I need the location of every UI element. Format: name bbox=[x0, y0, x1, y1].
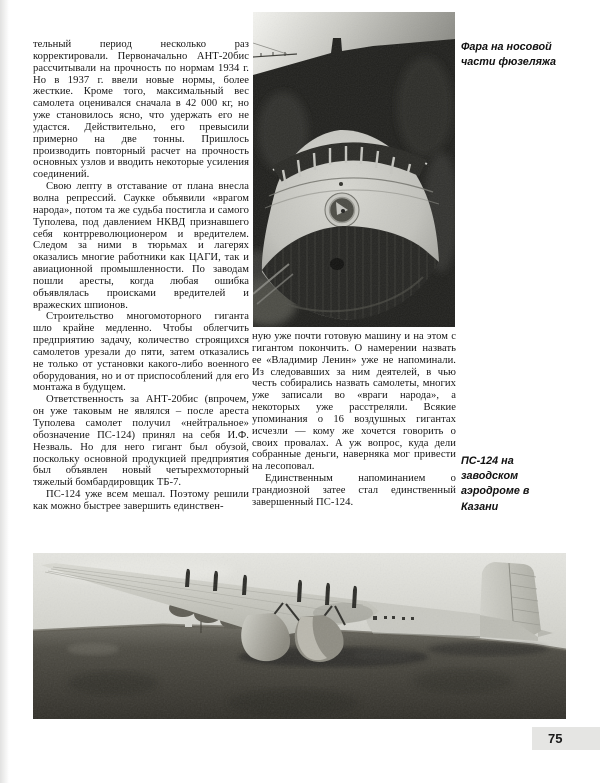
page-number: 75 bbox=[548, 731, 563, 746]
paragraph: Единственным напоминанием о грандиозной затее стал единственный завершенный ПС-124. bbox=[252, 473, 456, 508]
page-number-box bbox=[532, 727, 600, 750]
left-text-column bbox=[33, 39, 249, 513]
photo-ps124-airfield bbox=[33, 553, 566, 719]
paragraph: тельный период несколько раз корректировали. Первоначально АНТ-20бис рассчитывали на прочность по нормам 1934 г. Но в 1937 г. ввели новые нормы, более жесткие. Кроме того, максимальный вес самолета оценивался сначала в 42 000 кг, но уже становилось ясно, что удержать его не удастся. Действительно, его превысили примерно на две тонны. Пришлось производить повторный расчет на прочность основных узлов и вводить некоторые усиления соединений. bbox=[33, 39, 249, 181]
paragraph: Свою лепту в отставание от плана внесла волна репрессий. Саукке объявили «врагом народа», потом та же судьба постигла и самого Туполева, под давлением НКВД признавшего себя контрреволюционером и вредителем. Следом за ними в тюрьмах и лагерях оказались многие работники как ЦАГИ, так и авиационной промышленности. По заводам пошли аресты, когда любая ошибка объявлялась происками вредителей и вражеских шпионов. bbox=[33, 181, 249, 311]
photo-nose-headlight bbox=[253, 12, 455, 327]
paragraph: ную уже почти готовую машину и на этом с гигантом покончить. О намерении назвать ее «Владимир Ленин» уже не напоминали. Из следовавших за ним деятелей, в чью честь собирались назвать самолеты, многих уже записали во «враги народа», а некоторых уже расстреляли. Всякие упоминания о 16 воздушных гигантах исчезли — кому же хочется говорить о своих провалах. А уж вопрос, куда дели собранные деньги, наверняка мог привести на лесоповал. bbox=[252, 331, 456, 473]
right-text-column bbox=[252, 331, 456, 509]
caption-bottom-photo: ПС-124 на заводском аэродроме в Казани bbox=[461, 455, 530, 513]
caption-top-photo: Фара на носовой части фюзеляжа bbox=[461, 41, 557, 69]
paragraph: ПС-124 уже всем мешал. Поэтому решили как можно быстрее завершить единствен- bbox=[33, 489, 249, 512]
paragraph: Строительство многомоторного гиганта шло крайне медленно. Чтобы облегчить предприятию задачу, количество строящихся самолетов урезали до пяти, затем отказались не только от установки какого-либо военного оборудования, но и от приспособлений для его монтажа в будущем. bbox=[33, 311, 249, 394]
paragraph: Ответственность за АНТ-20бис (впрочем, он уже таковым не являлся – после ареста Туполева самолет получил «нейтральное» обозначение ПС-124) принял на себя И.Ф. Незваль. Но для него гигант был обузой, поскольку основной продукцией предприятия был объявлен новый четырехмоторный тяжелый бомбардировщик ТБ-7. bbox=[33, 394, 249, 489]
page-spine-shadow bbox=[0, 0, 9, 783]
